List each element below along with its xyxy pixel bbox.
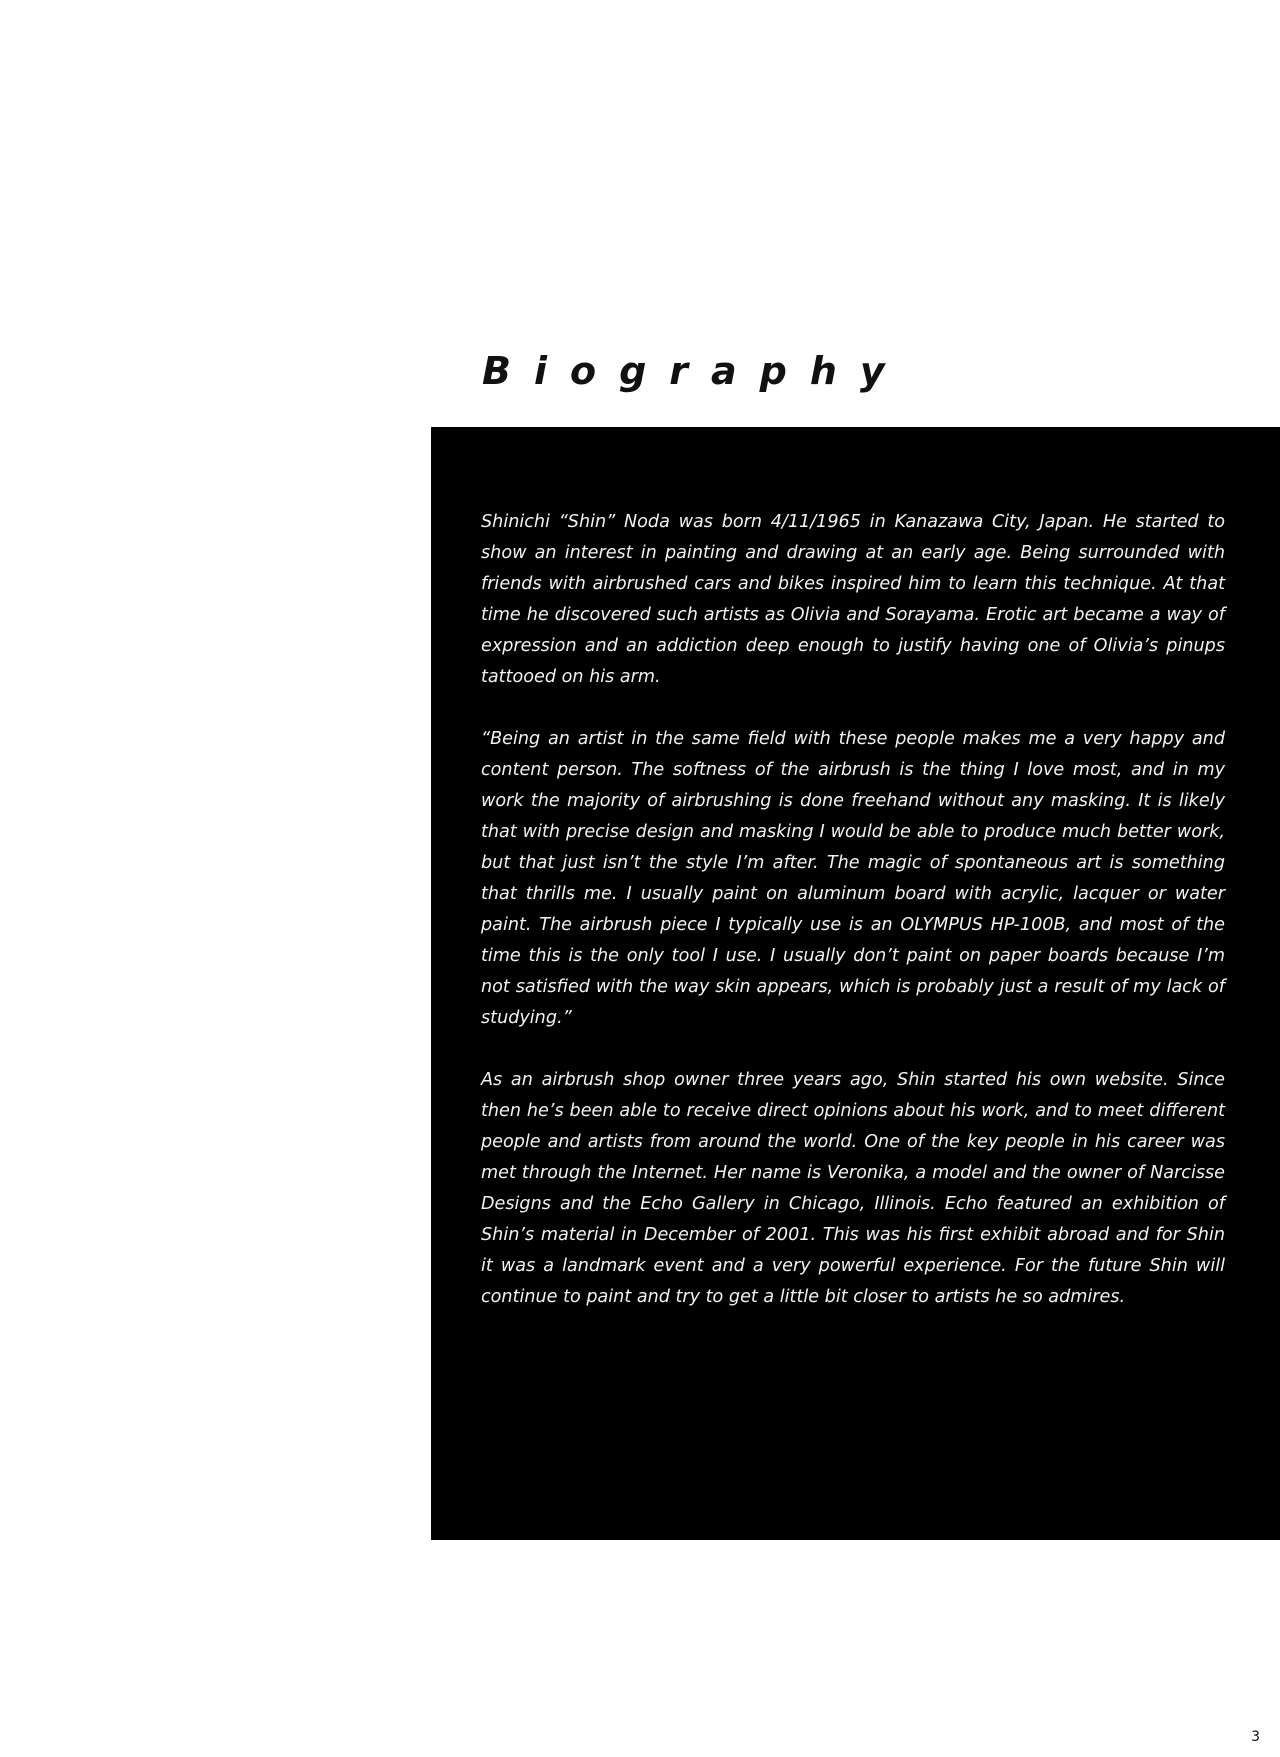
biography-paragraph: As an airbrush shop owner three years ago, Shin started his own website. Since then he’s been able to receive direct opinions about his work, and to meet different people and artists from around the world. One of the key people in his career was met through the Internet. Her name is Veronika, a model and the owner of Narcisse Designs and the Echo Gallery in Chicago, Illinois. Echo featured an exhibition of Shin’s material in December of 2001. This was his first exhibit abroad and for Shin it was a landmark event and a very powerful experience. For the future Shin will continue to paint and try to get a little bit closer to artists he so admires.: [481, 1070, 1225, 1307]
biography-paragraph: Shinichi “Shin” Noda was born 4/11/1965 in Kanazawa City, Japan. He started to show an interest in painting and drawing at an early age. Being surrounded with friends with airbrushed cars and bikes inspired him to learn this technique. At that time he discovered such artists as Olivia and Sorayama. Erotic art became a way of expression and an addiction deep enough to justify having one of Olivia’s pinups tattooed on his arm.: [481, 512, 1225, 687]
biography-paragraph: “Being an artist in the same field with these people makes me a very happy and content person. The softness of the airbrush is the thing I love most, and in my work the majority of airbrushing is done freehand without any masking. It is likely that with precise design and masking I would be able to produce much better work, but that just isn’t the style I’m after. The magic of spontaneous art is something that thrills me. I usually paint on aluminum board with acrylic, lacquer or water paint. The airbrush piece I typically use is an OLYMPUS HP-100B, and most of the time this is the only tool I use. I usually don’t paint on paper boards because I’m not satisfied with the way skin appears, which is probably just a result of my lack of studying.”: [481, 729, 1225, 1028]
biography-panel: [431, 427, 1280, 1540]
page-title: Biography: [482, 349, 908, 393]
biography-text: [481, 507, 1225, 1344]
page-number: 3: [1251, 1729, 1260, 1745]
